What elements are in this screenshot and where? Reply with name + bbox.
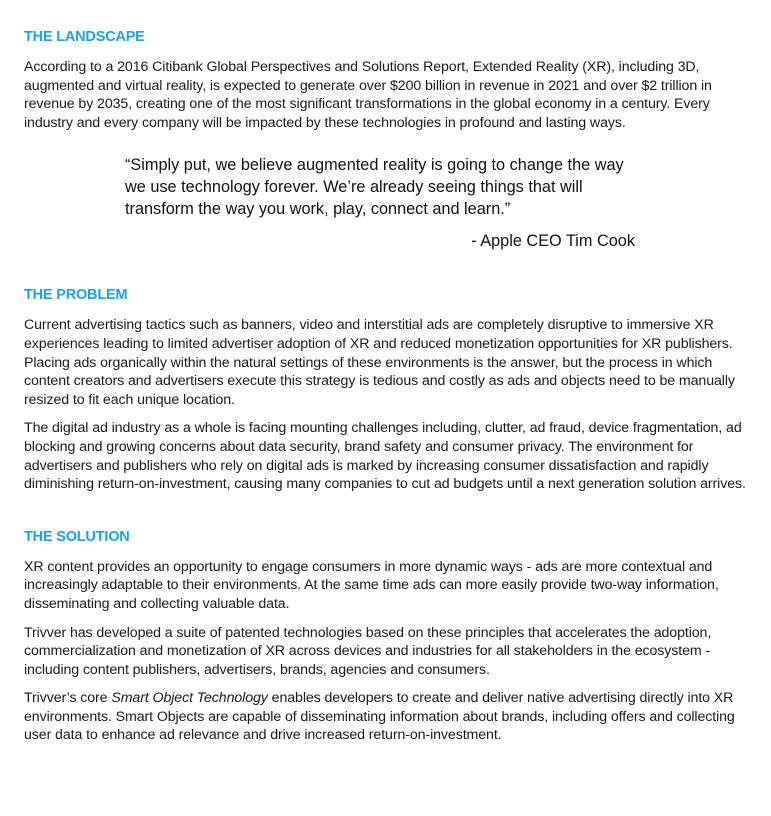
- solution-paragraph-1: XR content provides an opportunity to engage consumers in more dynamic ways - ads are more contextual and increasingly adaptable to their environments. At the same time ads can more easily provide two-way information, disseminating and collecting valuable data.: [24, 558, 719, 612]
- problem-heading: THE PROBLEM: [24, 287, 128, 304]
- problem-paragraph-2: The digital ad industry as a whole is facing mounting challenges including, clutter, ad fraud, device fragmentation, ad blocking and growing concerns about data security, brand safety and consumer privacy. The environment for advertisers and publishers who rely on digital ads is marked by increasing consumer dissatisfaction and rapidly diminishing return-on-investment, causing many companies to cut ad budgets until a next generation solution arrives.: [24, 420, 746, 493]
- quote-block: [125, 154, 645, 252]
- solution-heading: THE SOLUTION: [24, 528, 130, 545]
- quote-text: “Simply put, we believe augmented reality is going to change the way we use technology forever. We’re already seeing things that will transform the way you work, play, connect and learn.”: [125, 156, 624, 219]
- solution-paragraph-2: Trivver has developed a suite of patented technologies based on these principles that accelerates the adoption, commercialization and monetization of XR across devices and industries for all stakeholders in the ecosystem - including content publishers, advertisers, brands, agencies and consumers.: [24, 624, 712, 678]
- solution-paragraph-3-suffix: enables developers to create and deliver native advertising directly into XR environments. Smart Objects are capable of disseminating information about brands, including offers and collecting user data to enhance ad relevance and drive increased return-on-investment.: [24, 690, 735, 744]
- solution-paragraph-3: [24, 689, 748, 745]
- solution-paragraph-3-prefix: Trivver’s core: [24, 690, 112, 707]
- smart-object-technology-emphasis: Smart Object Technology: [111, 690, 268, 707]
- document-page: [24, 28, 748, 745]
- landscape-heading: THE LANDSCAPE: [24, 29, 145, 45]
- landscape-paragraph: According to a 2016 Citibank Global Perspectives and Solutions Report, Extended Reality (XR), including 3D, augmented and virtual reality, is expected to generate over $200 billion in revenue in 2021 and over $2 trillion in revenue by 2035, creating one of the most significant transformations in the global economy in a century. Every industry and every company will be impacted by these technologies in profound and lasting ways.: [24, 59, 712, 131]
- problem-paragraph-1: Current advertising tactics such as banners, video and interstitial ads are completely disruptive to immersive XR experiences leading to limited advertiser adoption of XR and reduced monetization opportunities for XR publishers. Placing ads organically within the natural settings of these environments is the answer, but the process in which content creators and advertisers execute this strategy is tedious and costly as ads and objects need to be manually resized to fit each unique location.: [24, 317, 735, 408]
- quote-attribution: - Apple CEO Tim Cook: [471, 232, 635, 251]
